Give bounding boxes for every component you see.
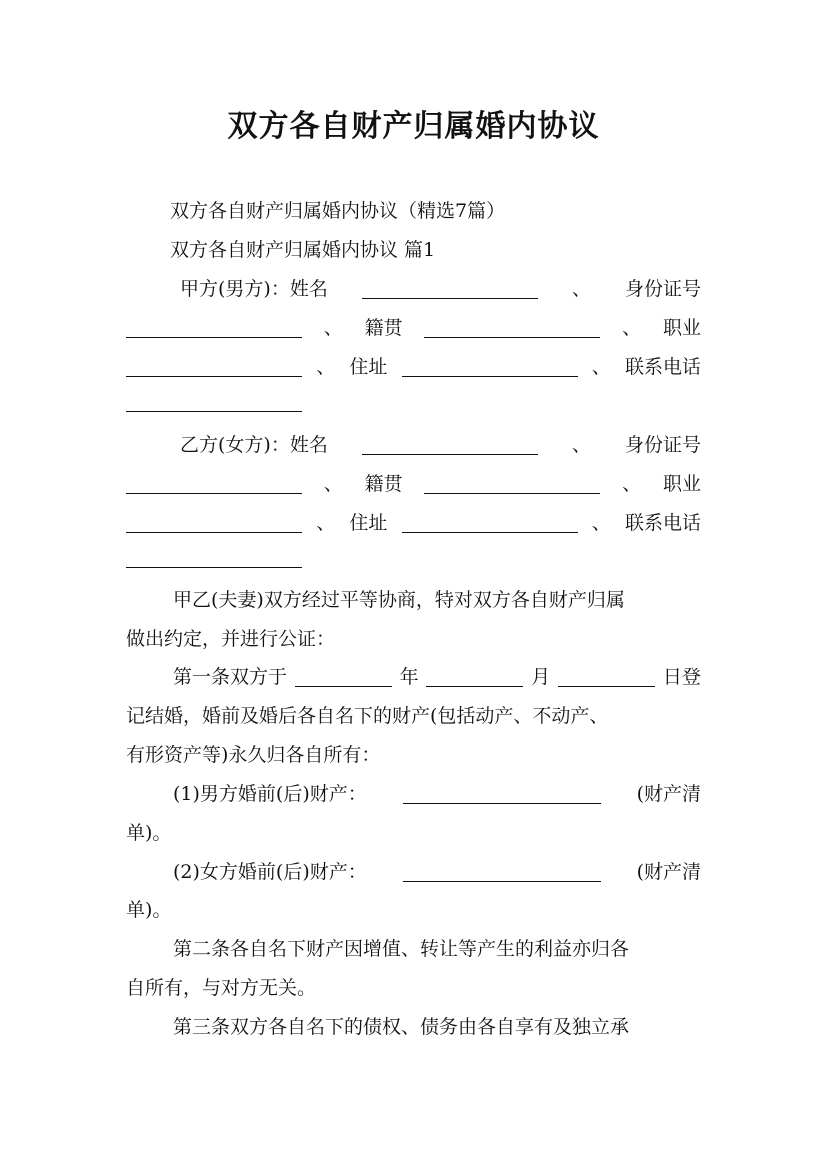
party-a-job-label: 职业 bbox=[662, 317, 701, 339]
party-b-phone-blank bbox=[126, 566, 302, 568]
party-b-row-3 bbox=[126, 514, 701, 533]
item-1-line bbox=[173, 785, 701, 804]
separator: 、 bbox=[622, 473, 642, 495]
party-b-row-2 bbox=[126, 475, 701, 494]
article-3-line-1: 第三条双方各自名下的债权、债务由各自享有及独立承 bbox=[173, 1016, 630, 1038]
separator: 、 bbox=[591, 356, 611, 378]
article-1-line-2: 记结婚，婚前及婚后各自名下的财产(包括动产、不动产、 bbox=[126, 705, 609, 727]
party-b-id-blank bbox=[126, 492, 302, 494]
separator: 、 bbox=[591, 512, 611, 534]
item-1-text: (1)男方婚前(后)财产： bbox=[173, 783, 367, 805]
party-b-row-4 bbox=[126, 553, 302, 572]
article-1-line-1 bbox=[173, 668, 701, 687]
party-a-row-4 bbox=[126, 397, 302, 416]
item-2-suffix: (财产清 bbox=[636, 861, 701, 883]
month-blank bbox=[426, 685, 523, 687]
intro-line-2: 做出约定，并进行公证： bbox=[126, 628, 336, 650]
document-title: 双方各自财产归属婚内协议 bbox=[227, 109, 600, 144]
party-a-address-label: 住址 bbox=[349, 356, 388, 378]
party-a-native-label: 籍贯 bbox=[364, 317, 403, 339]
party-a-row-2 bbox=[126, 319, 701, 338]
item-2-blank bbox=[403, 880, 601, 882]
separator: 、 bbox=[571, 278, 591, 300]
party-b-name-label: 乙方(女方)：姓名 bbox=[180, 434, 328, 456]
party-a-phone-label: 联系电话 bbox=[624, 356, 701, 378]
article-1-prefix: 第一条双方于 bbox=[173, 666, 288, 688]
item-2-line bbox=[173, 863, 701, 882]
month-label: 月 bbox=[531, 666, 551, 688]
party-b-id-label: 身份证号 bbox=[624, 434, 701, 456]
document-subtitle: 双方各自财产归属婚内协议（精选7篇） bbox=[170, 200, 506, 222]
year-label: 年 bbox=[399, 666, 419, 688]
party-b-native-label: 籍贯 bbox=[364, 473, 403, 495]
party-a-job-blank bbox=[126, 375, 302, 377]
party-b-row-1 bbox=[180, 436, 701, 455]
party-a-row-3 bbox=[126, 358, 701, 377]
party-b-job-label: 职业 bbox=[662, 473, 701, 495]
item-2-text: (2)女方婚前(后)财产： bbox=[173, 861, 367, 883]
party-a-id-blank bbox=[126, 336, 302, 338]
article-2-line-1: 第二条各自名下财产因增值、转让等产生的利益亦归各 bbox=[173, 938, 630, 960]
party-b-native-blank bbox=[424, 492, 600, 494]
separator: 、 bbox=[316, 512, 336, 534]
item-1-suffix: (财产清 bbox=[636, 783, 701, 805]
item-1-cont: 单)。 bbox=[126, 822, 172, 844]
party-a-phone-blank bbox=[126, 410, 302, 412]
item-2-cont: 单)。 bbox=[126, 899, 172, 921]
section-heading: 双方各自财产归属婚内协议 篇1 bbox=[170, 239, 436, 261]
article-1-line-3: 有形资产等)永久归各自所有： bbox=[126, 744, 381, 766]
party-a-name-blank bbox=[362, 297, 538, 299]
party-a-row-1 bbox=[180, 280, 701, 299]
party-a-native-blank bbox=[424, 336, 600, 338]
separator: 、 bbox=[622, 317, 642, 339]
party-b-phone-label: 联系电话 bbox=[624, 512, 701, 534]
intro-line-1: 甲乙(夫妻)双方经过平等协商，特对双方各自财产归属 bbox=[173, 589, 625, 611]
party-b-job-blank bbox=[126, 531, 302, 533]
article-2-line-2: 自所有，与对方无关。 bbox=[126, 977, 317, 999]
party-b-address-label: 住址 bbox=[349, 512, 388, 534]
day-label: 日登 bbox=[662, 666, 701, 688]
separator: 、 bbox=[323, 473, 343, 495]
party-a-id-label: 身份证号 bbox=[624, 278, 701, 300]
party-a-address-blank bbox=[402, 375, 578, 377]
day-blank bbox=[558, 685, 655, 687]
party-a-name-label: 甲方(男方)：姓名 bbox=[180, 278, 328, 300]
party-b-name-blank bbox=[362, 453, 538, 455]
separator: 、 bbox=[323, 317, 343, 339]
separator: 、 bbox=[571, 434, 591, 456]
year-blank bbox=[295, 685, 392, 687]
item-1-blank bbox=[403, 802, 601, 804]
separator: 、 bbox=[316, 356, 336, 378]
party-b-address-blank bbox=[402, 531, 578, 533]
